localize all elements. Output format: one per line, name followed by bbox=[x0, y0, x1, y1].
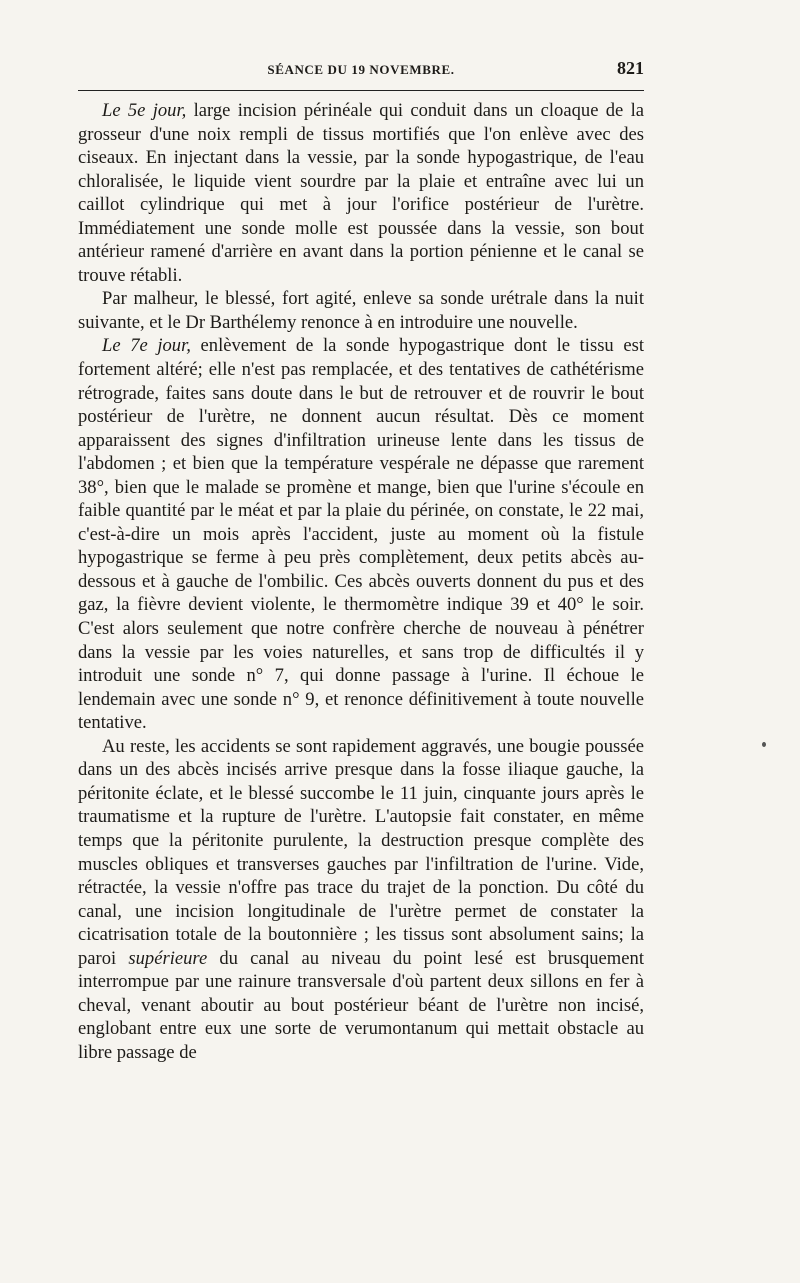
paragraph-1-lead: Le 5e jour, bbox=[102, 100, 187, 121]
page-number: 821 bbox=[617, 58, 644, 78]
paragraph-2-text: Par malheur, le blessé, fort agité, enleve sa sonde urétrale dans la nuit suivante, et le Dr Barthélemy renonce à en introduire une nouvelle. bbox=[78, 288, 644, 333]
paragraph-3-text: enlèvement de la sonde hypogastrique dont le tissu est fortement altéré; elle n'est pas remplacée, et des tentatives de cathétérisme rétrograde, faites sans doute dans le but de retrouver et de rouvrir le bout postérieur de l'urètre, ne donnent aucun résultat. Dès ce moment apparaissent des signes d'infiltration urineuse lente dans les tissus de l'abdomen ; et bien que la température vespérale ne dépasse que rarement 38°, bien que le malade se promène et mange, bien que l'urine s'écoule en faible quantité par le méat et par la plaie du périnée, on constate, le 22 mai, c'est-à-dire un mois après l'accident, juste au moment où la fistule hypogastrique se ferme à peu près complètement, deux petits abcès au-dessous et à gauche de l'ombilic. Ces abcès ouverts donnent du pus et des gaz, la fièvre devient violente, le thermomètre indique 39 et 40° le soir. C'est alors seulement que notre confrère cherche de nouveau à pénétrer dans la vessie par les voies naturelles, et sans trop de difficultés il y introduit une sonde n° 7, qui donne passage à l'urine. Il échoue le lendemain avec une sonde n° 9, et renonce définitivement à toute nouvelle tentative. bbox=[78, 335, 644, 734]
paragraph-4 bbox=[78, 735, 644, 1065]
ink-speck bbox=[762, 742, 766, 747]
paragraph-1 bbox=[78, 99, 644, 287]
paragraph-4-italic: supérieure bbox=[128, 947, 208, 969]
running-title: SÉANCE DU 19 NOVEMBRE. bbox=[267, 62, 455, 77]
paragraph-1-text: large incision périnéale qui conduit dans un cloaque de la grosseur d'une noix rempli de tissus mortifiés que l'on enlève avec des ciseaux. En injectant dans la vessie, par la sonde hypogastrique, de l'eau chloralisée, le liquide vient sourdre par la plaie et entraîne avec lui un caillot cylindrique qui met à jour l'orifice postérieur de l'urètre. Immédiatement une sonde molle est poussée dans la vessie, son bout antérieur ramené d'arrière en avant dans la portion pénienne et le canal se trouve rétabli. bbox=[78, 100, 644, 286]
header-rule bbox=[78, 90, 644, 91]
paragraph-4-text-before: Au reste, les accidents se sont rapidement aggravés, une bougie poussée dans un des abcès incisés arrive presque dans la fosse iliaque gauche, la péritonite éclate, et le blessé succombe le 11 juin, cinquante jours après le traumatisme et la rupture de l'urètre. L'autopsie fait constater, en même temps que la péritonite purulente, la destruction presque complète des muscles obliques et transverses gauches par l'infiltration de l'urine. Vide, rétractée, la vessie n'offre pas trace du trajet de la ponction. Du côté du canal, une incision longitudinale de l'urètre permet de constater la cicatrisation totale de la boutonnière ; les tissus sont absolument sains; la paroi bbox=[78, 735, 644, 969]
running-head bbox=[78, 58, 644, 84]
paragraph-3 bbox=[78, 334, 644, 734]
paragraph-4-text-after: du canal au niveau du point lesé est brusquement interrompue par une rainure transversale d'où partent deux sillons en fer à cheval, venant aboutir au bout postérieur béant de l'urètre non incisé, englobant entre eux une sorte de verumontanum qui mettait obstacle au libre passage de bbox=[78, 947, 644, 1063]
paragraph-2 bbox=[78, 287, 644, 334]
body-text bbox=[78, 99, 644, 1064]
paragraph-3-lead: Le 7e jour, bbox=[102, 335, 191, 357]
